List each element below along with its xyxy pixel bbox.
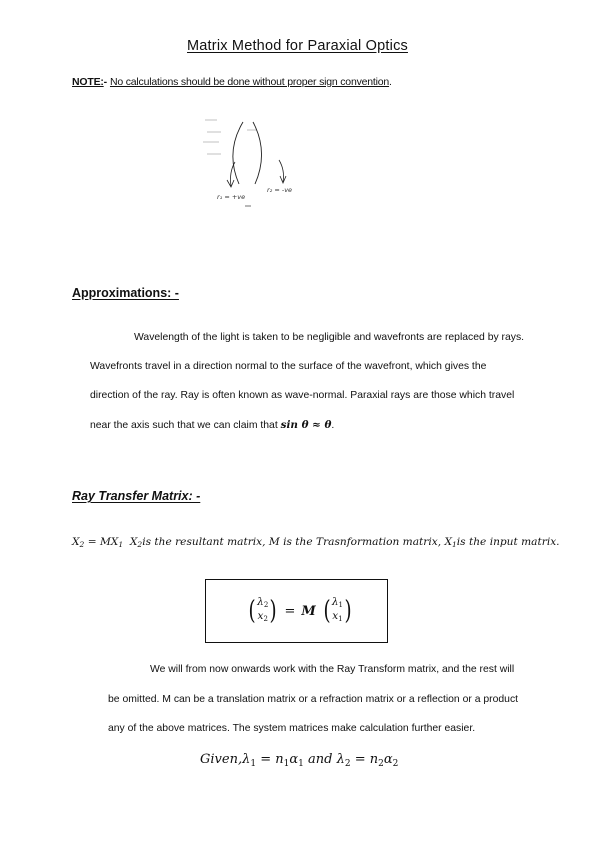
eq-rest: = MX — [87, 536, 119, 548]
eq-x2: X — [129, 536, 138, 548]
approx-line-1: Wavelength of the light is taken to be negligible and wavefronts are replaced by rays. — [134, 332, 525, 343]
given-prefix: Given, — [200, 752, 243, 767]
note-end: . — [389, 76, 392, 88]
ray-transfer-heading: Ray Transfer Matrix: - — [72, 489, 201, 503]
approx-line-4-text: near the axis such that we can claim that — [90, 420, 278, 431]
input-vector: ( $\lambda_1$ $x_1$ ) — [323, 596, 352, 626]
given-and: and — [308, 752, 333, 767]
lens-sketch — [195, 110, 305, 214]
approx-end: . — [331, 420, 335, 431]
approx-line-2: Wavefronts travel in a direction normal to the surface of the wavefront, which gives the — [90, 361, 487, 372]
note-text: No calculations should be done without proper sign convention — [109, 76, 390, 88]
note — [72, 76, 392, 88]
matrix-equation — [247, 597, 353, 625]
lens-sign-convention-figure — [195, 110, 305, 214]
r1-label: r₁ = +ve — [217, 193, 246, 201]
equals-sign: = — [284, 603, 296, 619]
eq-x1: X — [444, 536, 452, 548]
eq-explanation: is the resultant matrix, M is the Trasnformation matrix, — [142, 536, 442, 548]
note-label: NOTE: — [72, 76, 104, 88]
transfer-para-line-2: be omitted. M can be a translation matrix or a refraction matrix or a reflection or a product — [108, 694, 519, 705]
transfer-para-line-1: We will from now onwards work with the Ray Transform matrix, and the rest will — [150, 664, 515, 675]
approximations-heading: Approximations: - — [72, 286, 179, 300]
approx-line-3: direction of the ray. Ray is often known as wave-normal. Paraxial rays are those which travel — [90, 390, 515, 401]
transfer-equation: $X_2 = MX_1$ $X_2is$ the resultant matrix, M is the Trasnformation matrix, $X_1is$ the input matrix. — [72, 536, 560, 549]
output-vector: ( $\lambda_2$ $x_2$ ) — [248, 596, 277, 626]
eq-explanation-end: is the input matrix. — [456, 536, 560, 548]
lens-right-surface — [253, 122, 262, 184]
lens-left-surface — [233, 122, 243, 184]
page-title: Matrix Method for Paraxial Optics — [187, 38, 408, 54]
note-dash: - — [103, 76, 107, 88]
transformation-matrix-symbol: M — [301, 603, 316, 619]
eq-x: X — [72, 536, 80, 548]
transfer-para-line-3: any of the above matrices. The system matrices make calculation further easier. — [108, 723, 476, 734]
paraxial-formula: sin θ ≈ θ — [280, 419, 332, 431]
given-relation: $Given,\lambda_1 = n_1\alpha_1$ and $\lambda_2 = n_2\alpha_2$ — [200, 752, 399, 769]
r2-label: r₂ = -ve — [267, 186, 293, 194]
approx-line-4 — [90, 419, 334, 431]
